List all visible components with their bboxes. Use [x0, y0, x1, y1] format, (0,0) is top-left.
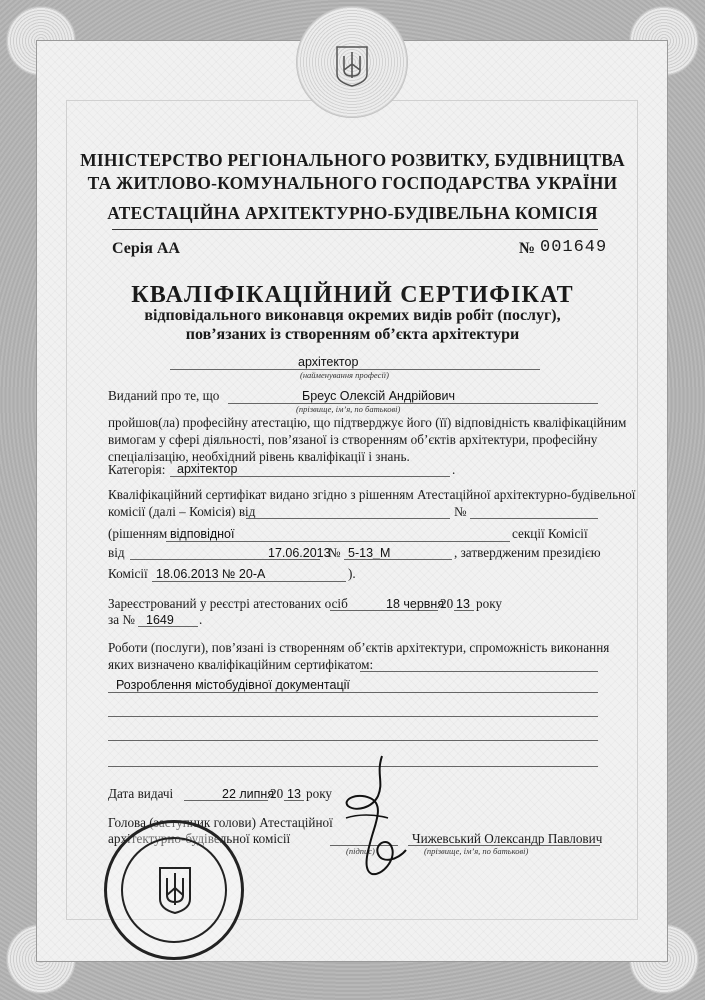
works-line-1 — [108, 692, 598, 693]
decision-no-line — [344, 559, 452, 560]
decision-section-prefix: (рішенням — [108, 526, 168, 541]
issue-date-label: Дата видачі — [108, 786, 174, 801]
registry-year-line — [454, 610, 474, 611]
works-line-0 — [360, 671, 598, 672]
attestation-text-line-1: пройшов(ла) професійну атестацію, що підтверджує його (її) відповідність кваліфікаційним — [108, 415, 627, 430]
works-value: Розроблення містобудівної документації — [116, 678, 350, 692]
decision-date-value: 17.06.2013 — [268, 546, 331, 560]
ministry-line-1: МІНІСТЕРСТВО РЕГІОНАЛЬНОГО РОЗВИТКУ, БУДІВНИЦТВА — [80, 150, 625, 170]
certificate-title: КВАЛІФІКАЦІЙНИЙ СЕРТИФІКАТ — [131, 282, 574, 308]
attestation-text-line-3: спеціалізацію, необхідний рівень кваліфікації і знань. — [108, 449, 410, 464]
seal-trident-icon — [157, 865, 193, 915]
issue-year-suffix: року — [306, 786, 333, 801]
presidium-value: 18.06.2013 № 20-А — [156, 567, 266, 581]
series-label: Серія АА — [112, 240, 180, 257]
decision-number-line — [470, 518, 598, 519]
registry-number-value: 1649 — [146, 613, 174, 627]
works-line-2 — [108, 716, 598, 717]
decision-date-line — [246, 518, 450, 519]
issue-year-value: 13 — [287, 787, 301, 801]
signatory-name: Чижевський Олександр Павлович — [412, 831, 603, 846]
registry-number-end: . — [199, 612, 203, 627]
holder-name-caption: (прізвище, ім’я, по батькові) — [296, 404, 401, 414]
official-seal — [104, 820, 244, 960]
decision-number-label: № — [454, 504, 467, 519]
signature-caption: (підпис) — [346, 846, 375, 856]
issued-to-label: Виданий про те, що — [108, 388, 220, 403]
ministry-line-2: ТА ЖИТЛОВО-КОМУНАЛЬНОГО ГОСПОДАРСТВА УКРАЇНИ — [87, 173, 618, 193]
trident-emblem-icon — [334, 44, 370, 88]
category-label: Категорія: — [108, 462, 166, 477]
category-value: архітектор — [177, 462, 238, 476]
signatory-role-line-2: архітектурно-будівельної комісії — [108, 831, 291, 846]
header-divider — [112, 229, 598, 230]
registry-number-line — [138, 626, 198, 627]
decision-no-value: 5-13_М — [348, 546, 391, 560]
registry-number-label: за № — [108, 612, 135, 627]
holder-name: Бреус Олексій Андрійович — [302, 389, 456, 403]
decision-section-suffix: секції Комісії — [512, 526, 588, 541]
handwritten-signature-icon — [326, 752, 412, 880]
presidium-label: Комісії — [108, 566, 148, 581]
category-end: . — [452, 462, 456, 477]
works-line-3 — [108, 740, 598, 741]
decision-section-value: відповідної — [170, 527, 235, 541]
registry-year-suffix: року — [476, 596, 503, 611]
registry-year-prefix: 20 — [440, 596, 454, 611]
profession-value: архітектор — [298, 355, 359, 369]
title-subline-1: відповідального виконавця окремих видів робіт (послуг), — [144, 307, 561, 324]
decision-section-line — [166, 541, 510, 542]
profession-caption: (найменування професії) — [300, 370, 389, 380]
signatory-role-line-1: Голова (заступник голови) Атестаційної — [108, 815, 333, 830]
attestation-text-line-2: вимогам у сфері діяльності, пов’язаної із створенням об’єктів архітектури, професійну — [108, 432, 598, 447]
signatory-name-caption: (прізвище, ім’я, по батькові) — [424, 846, 529, 856]
registry-year-value: 13 — [456, 597, 470, 611]
certificate-number: 001649 — [540, 238, 608, 257]
issue-year-prefix: 20 — [270, 786, 284, 801]
works-text-line-2: яких визначено кваліфікаційним сертифікатом: — [108, 657, 374, 672]
presidium-end: ). — [348, 566, 356, 581]
number-label: № — [519, 240, 536, 257]
decision-no-label: № — [328, 545, 341, 560]
presidium-line — [152, 581, 346, 582]
issue-date-value: 22 липня — [222, 787, 275, 801]
title-subline-2: пов’язаних із створенням об’єкта архітектури — [185, 326, 520, 343]
decision-line-1: Кваліфікаційний сертифікат видано згідно з рішенням Атестаційної архітектурно-будівельної — [108, 487, 636, 502]
category-line — [170, 476, 450, 477]
works-text-line-1: Роботи (послуги), пов’язані із створенням об’єктів архітектури, спроможність виконання — [108, 640, 610, 655]
registry-label: Зареєстрований у реєстрі атестованих осіб — [108, 596, 348, 611]
issue-year-line — [284, 800, 304, 801]
decision-commission-label: комісії (далі – Комісія) від — [108, 504, 256, 519]
decision-approved-text: , затвердженим президією — [454, 545, 601, 560]
commission-name: АТЕСТАЦІЙНА АРХІТЕКТУРНО-БУДІВЕЛЬНА КОМІСІЯ — [107, 203, 598, 223]
decision-date-label: від — [108, 545, 125, 560]
registry-date-value: 18 червня — [386, 597, 445, 611]
holder-name-line — [228, 403, 598, 404]
